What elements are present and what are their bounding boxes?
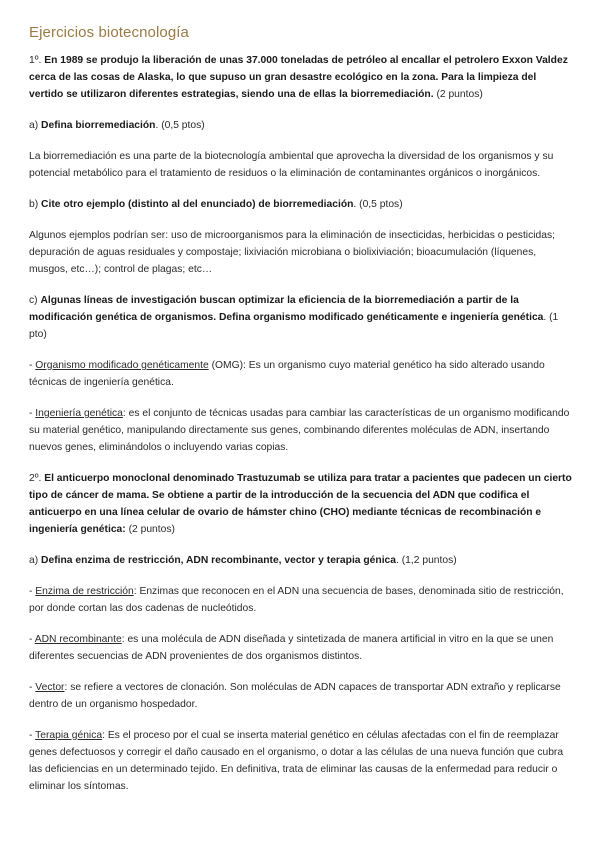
page-title: Ejercicios biotecnología [29, 24, 189, 41]
question-2a [29, 552, 572, 569]
subquestion-points: . (0,5 ptos) [155, 120, 205, 131]
definition-term: ADN recombinante [34, 634, 122, 645]
item-prefix: a) [29, 555, 42, 566]
question-2 [29, 470, 572, 538]
item-prefix: c) [29, 295, 41, 306]
item-prefix: b) [29, 199, 42, 210]
definition-text: : Es el proceso por el cual se inserta material genético en células afectadas con el fin de reemplazar genes defectuosos y corregir el daño causado en el organismo, o dotar a las células de una nueva función que cubra las deficiencias en un determinado tejido. En definitiva, trata de eliminar las causas de la enfermedad para reducir o eliminar los síntomas. [29, 730, 564, 792]
definition-terapia [29, 727, 572, 795]
dash: - [29, 408, 36, 419]
question-1b [29, 196, 572, 213]
definition-ingenieria [29, 405, 572, 456]
definition-term: Ingeniería genética [35, 408, 123, 419]
dash: - [29, 682, 36, 693]
definition-text: : es una molécula de ADN diseñada y sintetizada de manera artificial in vitro en la que se unen diferentes secuencias de ADN provenientes de dos organismos distintos. [29, 634, 554, 662]
definition-text: (OMG): Es un organismo cuyo material genético ha sido alterado usando técnicas de ingeniería genética. [29, 360, 545, 388]
subquestion-text: Algunas líneas de investigación buscan optimizar la eficiencia de la biorremediación a partir de la modificación genética de organismos. Defina organismo modificado genéticamente e ingeniería genética [29, 295, 544, 323]
question-number: 2º. [29, 473, 45, 484]
question-1 [29, 52, 572, 103]
definition-term: Organismo modificado genéticamente [35, 360, 209, 371]
answer-1b: Algunos ejemplos podrían ser: uso de microorganismos para la eliminación de insecticidas, herbicidas o pesticidas; depuración de aguas residuales y compostaje; lixiviación microbiana o biolixiviación; bioacumulación (líquenes, musgos, etc…); control de plagas; etc… [29, 230, 555, 275]
dash: - [29, 730, 36, 741]
answer-1a: La biorremediación es una parte de la biotecnología ambiental que aprovecha la diversidad de los organismos y su potencial metabólico para el tratamiento de residuos o la eliminación de contaminantes orgánicos o inorgánicos. [29, 151, 554, 179]
subquestion-points: . (1 pto) [29, 312, 559, 340]
subquestion-points: . (0,5 ptos) [353, 199, 403, 210]
dash: - [29, 634, 35, 645]
definition-term: Enzima de restricción [35, 586, 134, 597]
definition-vector [29, 679, 572, 713]
subquestion-points: . (1,2 puntos) [396, 555, 457, 566]
definition-term: Terapia génica [35, 730, 103, 741]
subquestion-text: Defina enzima de restricción, ADN recombinante, vector y terapia génica [41, 555, 397, 566]
subquestion-text: Defina biorremediación [41, 120, 156, 131]
definition-term: Vector [35, 682, 65, 693]
dash: - [29, 586, 36, 597]
question-points: (2 puntos) [433, 89, 483, 100]
question-statement: El anticuerpo monoclonal denominado Trastuzumab se utiliza para tratar a pacientes que padecen un cierto tipo de cáncer de mama. Se obtiene a partir de la introducción de la secuencia del ADN que codifica el anticuerpo en una línea celular de ovario de hámster chino (CHO) mediante técnicas de recombinación e ingeniería genética: [29, 473, 572, 535]
definition-enzima [29, 583, 572, 617]
question-points: (2 puntos) [125, 524, 175, 535]
definition-text: : se refiere a vectores de clonación. Son moléculas de ADN capaces de transportar ADN extraño y replicarse dentro de un organismo hospedador. [29, 682, 561, 710]
question-statement: En 1989 se produjo la liberación de unas 37.000 toneladas de petróleo al encallar el petrolero Exxon Valdez cerca de las cosas de Alaska, lo que supuso un gran desastre ecológico en la zona. Para la limpieza del vertido se utilizaron diferentes estrategias, siendo una de ellas la biorremediación. [29, 55, 568, 100]
dash: - [29, 360, 36, 371]
definition-omg [29, 357, 572, 391]
subquestion-text: Cite otro ejemplo (distinto al del enunciado) de biorremediación [41, 199, 354, 210]
definition-text: : Enzimas que reconocen en el ADN una secuencia de bases, denominada sitio de restricción, por donde cortan las dos cadenas de nucleótidos. [29, 586, 564, 614]
question-1a [29, 117, 572, 134]
question-1c [29, 292, 572, 343]
definition-adn-recombinante [29, 631, 572, 665]
definition-text: : es el conjunto de técnicas usadas para cambiar las características de un organismo modificando su material genético, manipulando directamente sus genes, combinando diferentes moléculas de ADN, insertando nuevos genes, eliminándolos o incluyendo varias copias. [29, 408, 570, 453]
item-prefix: a) [29, 120, 42, 131]
question-number: 1º. [29, 55, 45, 66]
